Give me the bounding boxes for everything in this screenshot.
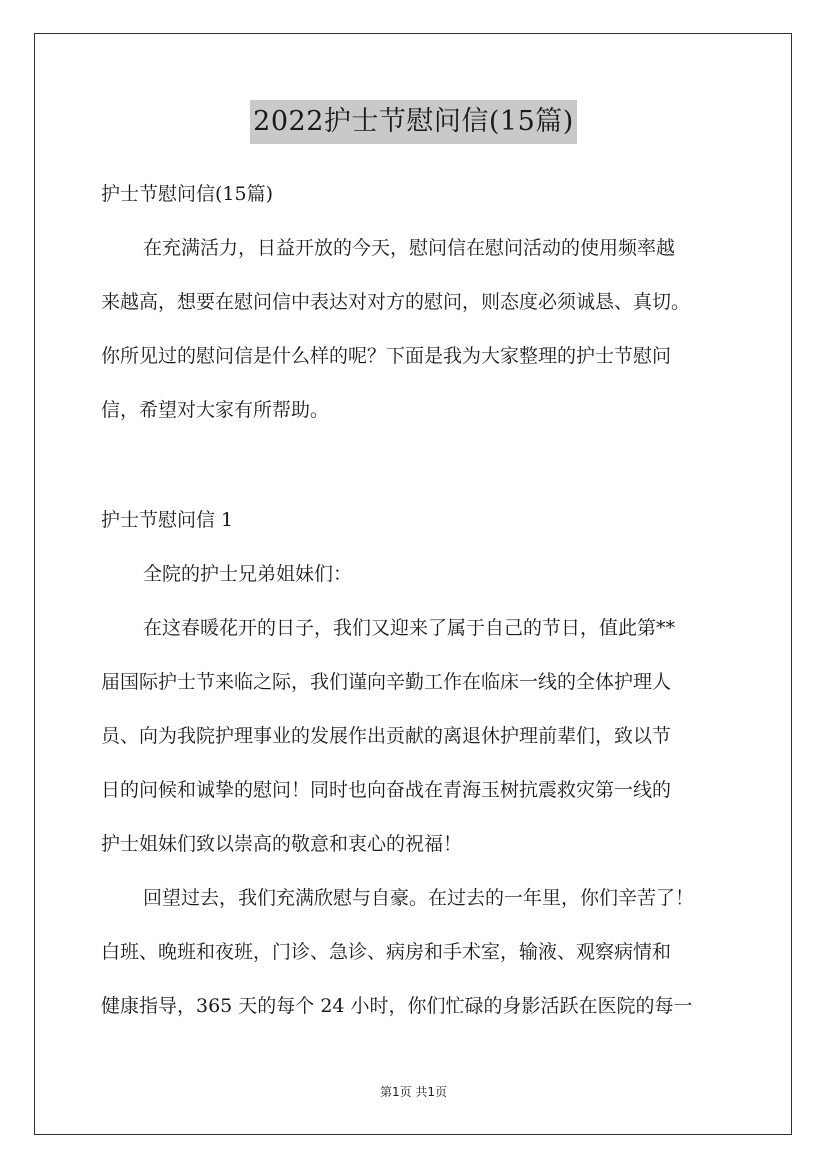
paragraph-line: 健康指导，365 天的每个 24 小时，你们忙碌的身影活跃在医院的每一 (101, 995, 693, 1017)
letter-heading: 护士节慰问信 1 (101, 509, 234, 531)
page-number-footer: 第1页 共1页 (379, 1085, 448, 1099)
paragraph-line: 白班、晚班和夜班，门诊、急诊、病房和手术室，输液、观察病情和 (101, 941, 672, 963)
intro-line: 你所见过的慰问信是什么样的呢？下面是我为大家整理的护士节慰问 (101, 345, 672, 367)
paragraph-line: 届国际护士节来临之际，我们谨向辛勤工作在临床一线的全体护理人 (101, 671, 672, 693)
intro-line: 来越高，想要在慰问信中表达对对方的慰问，则态度必须诚恳、真切。 (101, 291, 691, 313)
document-subtitle: 护士节慰问信(15篇) (101, 183, 274, 205)
document-title: 2022护士节慰问信(15篇) (250, 100, 577, 144)
intro-line: 在充满活力，日益开放的今天，慰问信在慰问活动的使用频率越 (143, 237, 676, 259)
paragraph-line: 护士姐妹们致以崇高的敬意和衷心的祝福！ (101, 833, 463, 855)
paragraph-line: 在这春暖花开的日子，我们又迎来了属于自己的节日，值此第** (143, 617, 676, 639)
intro-line: 信，希望对大家有所帮助。 (101, 399, 330, 421)
title-container (0, 100, 827, 144)
paragraph-line: 日的问候和诚挚的慰问！同时也向奋战在青海玉树抗震救灾第一线的 (101, 779, 672, 801)
salutation: 全院的护士兄弟姐妹们： (143, 563, 353, 585)
paragraph-line: 员、向为我院护理事业的发展作出贡献的离退休护理前辈们，致以节 (101, 725, 672, 747)
paragraph-line: 回望过去，我们充满欣慰与自豪。在过去的一年里，你们辛苦了！ (143, 887, 695, 909)
